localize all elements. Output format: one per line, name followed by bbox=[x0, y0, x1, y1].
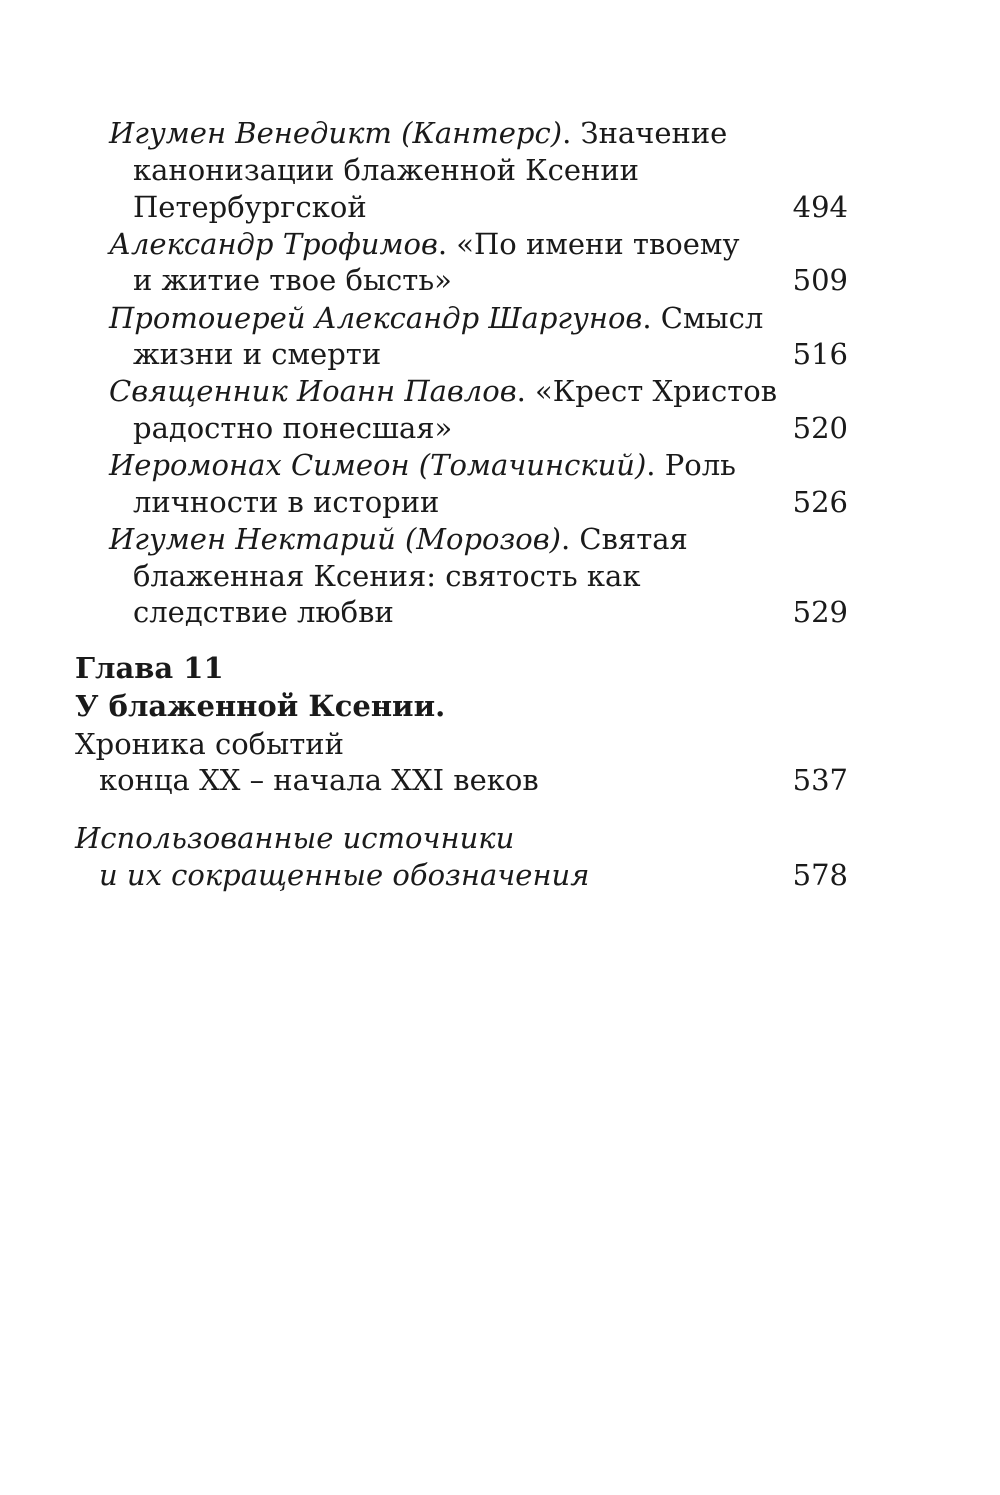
toc-entry-line: канонизации блаженной Ксении bbox=[133, 153, 639, 187]
toc-entry-title: «Крест Христов bbox=[535, 374, 778, 408]
toc-entry-first-line: Александр Трофимов. «По имени твоему bbox=[109, 227, 740, 261]
toc-entry-author: Иеромонах Симеон (Томачинский) bbox=[109, 448, 647, 482]
toc-entry-title: Смысл bbox=[660, 301, 764, 335]
toc-entry-author: Игумен Венедикт (Кантерс) bbox=[109, 116, 563, 150]
toc-entry-line: и житие твое бысть» bbox=[133, 263, 452, 297]
sources-title: Использованные источники bbox=[75, 821, 515, 855]
toc-entry-author: Александр Трофимов bbox=[109, 227, 438, 261]
chapter-title: У блаженной Ксении. bbox=[75, 689, 446, 723]
toc-entry-author: Протоиерей Александр Шаргунов bbox=[109, 301, 643, 335]
toc-entry-author: Священник Иоанн Павлов bbox=[109, 374, 517, 408]
chapter-label: Глава 11 bbox=[75, 651, 224, 685]
toc-entry-first-line: Игумен Венедикт (Кантерс). Значение bbox=[109, 116, 728, 150]
toc-entry-line: Петербургской bbox=[133, 190, 367, 224]
toc-entry-line: блаженная Ксения: святость как bbox=[133, 559, 641, 593]
toc-entry-line: жизни и смерти bbox=[133, 337, 382, 371]
toc-entry-author: Игумен Нектарий (Морозов) bbox=[109, 522, 561, 556]
toc-entry-page: 529 bbox=[792, 595, 848, 629]
toc-entry-title: Роль bbox=[664, 448, 736, 482]
sources-title-continued: и их сокращенные обозначения bbox=[99, 858, 590, 892]
toc-entry-line: личности в истории bbox=[133, 485, 440, 519]
toc-entry-first-line: Иеромонах Симеон (Томачинский). Роль bbox=[109, 448, 736, 482]
toc-entry-title: Святая bbox=[579, 522, 688, 556]
toc-entry-line: радостно понесшая» bbox=[133, 411, 453, 445]
sources-page: 578 bbox=[792, 858, 848, 892]
chapter-subtitle: Хроника событий bbox=[75, 727, 344, 761]
toc-entry-page: 526 bbox=[792, 485, 848, 519]
toc-entry-title: «По имени твоему bbox=[456, 227, 740, 261]
toc-entry-first-line: Священник Иоанн Павлов. «Крест Христов bbox=[109, 374, 778, 408]
toc-entry-title: Значение bbox=[580, 116, 728, 150]
toc-entry-line: следствие любви bbox=[133, 595, 394, 629]
toc-entry-first-line: Игумен Нектарий (Морозов). Святая bbox=[109, 522, 688, 556]
chapter-page: 537 bbox=[792, 763, 848, 797]
toc-entry-page: 509 bbox=[792, 263, 848, 297]
toc-entry-page: 520 bbox=[792, 411, 848, 445]
chapter-subtitle-continued: конца XX – начала XXI веков bbox=[99, 763, 539, 797]
toc-entry-page: 516 bbox=[792, 337, 848, 371]
toc-entry-first-line: Протоиерей Александр Шаргунов. Смысл bbox=[109, 301, 764, 335]
toc-entry-page: 494 bbox=[792, 190, 848, 224]
